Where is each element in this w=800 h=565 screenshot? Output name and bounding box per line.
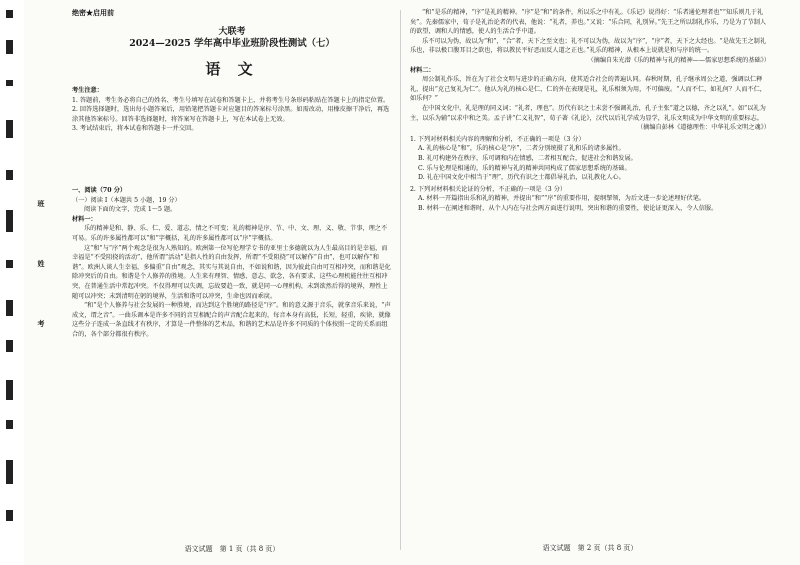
paragraph: “和”是个人修养与社会发展的一种胜境，而达到这个胜境的路径是“序”。和的意义源于音乐，就拿音乐来说，“声成文，谓之音”。一曲乐调本是许多不同的音互相配合的声音配合起来的，每音本身有高低，长短，轻重，疾徐，就像这些分子连成一条直线才有秩序，才算是一件整体的艺术品，和谐的艺术品是许多不同质的个体按照一定的关系而组合的，各个部分都很有秩序。: [72, 302, 391, 338]
section-heading: 一、阅读（70 分）: [72, 187, 127, 194]
material-heading: 材料二：: [410, 66, 435, 74]
question: 1. 下列对材料相关内容的理解和分析，不正确的一项是（3 分）: [410, 135, 585, 143]
page-divider: [400, 10, 401, 550]
subject-title: 语 文: [205, 60, 259, 78]
strip-mark: [6, 210, 13, 232]
exam-title-line2: 2024—2025 学年高中毕业班阶段性测试（七）: [129, 38, 335, 49]
exam-title: [72, 26, 392, 50]
stamp-label: 班: [37, 200, 46, 207]
strip-mark: [6, 260, 13, 268]
notice-item: 3. 考试结束后，将本试卷和答题卡一并交回。: [72, 125, 198, 133]
strip-mark: [6, 10, 13, 18]
strip-mark: [6, 120, 13, 138]
reading-section: [72, 186, 392, 340]
strip-mark: [6, 300, 13, 316]
page-two: [410, 8, 770, 558]
strip-mark: [6, 40, 13, 54]
page-one: [72, 8, 392, 558]
paragraph: 这“和”与“序”两个观念是很为人熟知的。欧洲第一位写伦理学专书的亚里士多德就以为人生最高目的是幸福，而幸福是“不受阻挠的活动”，他所谓“活动”是指人性的自由发挥，所谓“不受阻挠”可以解作“自由”，也可以解作“和谐”。欧洲人谈人生幸福，多偏重“自由”观念，其实与其说自由，不如说和谐，因为彼此自由可互相冲突，而和谐是化除冲突后的自由。和谐是个人修养的胜境。人生来有理智、情感、意志、欲念，各有要求，这些心理机能往往互相冲突，在普通生活中常起冲突。不仅得理可以失调，忘故要趋一致，就是同一心理机构，未到欲然后得的境界，理性上随可以冲突；未到清明在躬的境界，生活和谐可以冲突，生命也因而乖戾。: [72, 244, 391, 300]
stamp-label: 姓: [37, 260, 46, 267]
strip-mark: [6, 510, 13, 521]
confidential-badge: 绝密★启用前: [72, 8, 114, 17]
strip-mark: [6, 460, 13, 484]
source-citation: （摘编自彭林《道德理性：中华礼乐文明之魂》）: [636, 124, 770, 132]
question-option: A. 礼的核心是“和”，乐的核心是“序”，二者分别统摄了礼和乐的诸多属性。: [418, 145, 625, 153]
question-option: D. 礼在中国文化中相当于“理”，历代有识之士都倡导礼治，以礼教化人心。: [418, 174, 625, 182]
material-heading: 材料一：: [72, 215, 97, 223]
paragraph: 在中国文化中，礼是理的同义词；“礼者，理也”。历代有识之士未尝不强调礼治，孔子主张“道之以德，齐之以礼”。如“以礼为主，以乐为辅”以求中和之美。孟子讲“仁义礼智”，荀子著《礼论》，汉代以后礼学成为显学，礼乐文明成为中华文明的重要标志。: [410, 104, 766, 122]
sub-heading: （一）阅读 I（本题共 5 小题，19 分）: [72, 196, 181, 204]
sub-note: 阅读下面的文字，完成 1～5 题。: [84, 206, 177, 214]
strip-mark: [6, 420, 13, 429]
strip-mark: [6, 80, 13, 86]
notice-item: 2. 回答选择题时，选出每小题答案后，用铅笔把答题卡对应题目的答案标号涂黑。如需改动，用橡皮擦干净后，再选涂其他答案标号。回答非选择题时，将答案写在答题卡上，写在本试卷上无效。: [72, 106, 390, 123]
page-footer: 语文试题 第 2 页（共 8 页）: [542, 544, 638, 553]
paragraph: 乐的精神是和、静、乐、仁、爱、道志，情之不可变；礼的精神是序、节、中、文、理、义、敬、节事，理之不可易。乐的许多属性都可以“和”字概括，礼的许多属性都可以“序”字概括。: [72, 225, 388, 242]
paragraph: 乐不可以为伪，故以为“和”，“合”者，天下之至文也；礼不可以为伪，故以为“序”，“序”者，天下之大经也。“是故先王之制礼乐也，非以极口腹耳目之欲也，将以教民平好恶而反人道之正也。”礼乐的精神，从根本上说就是和与序的统一。: [410, 37, 767, 55]
strip-mark: [6, 170, 13, 180]
exam-title-line1: 大联考: [218, 27, 246, 37]
page-footer: 语文试题 第 1 页（共 8 页）: [184, 545, 280, 553]
stamp-label: 考: [37, 320, 46, 327]
notice-heading: 考生注意：: [72, 87, 103, 94]
question-option: A. 材料一开篇指出乐和礼的精神，并提出“和”“序”的重要作用，提纲挈领，为后文进一步论述埋好伏笔。: [418, 195, 706, 203]
strip-mark: [6, 380, 13, 400]
question: 2. 下列对材料相关论证的分析，不正确的一项是（3 分）: [410, 185, 567, 193]
notice-item: 1. 答题前，考生务必将自己的姓名、考生号填写在试卷和答题卡上，并将考生号条形码粘贴在答题卡上的指定位置。: [72, 96, 390, 104]
strip-mark: [6, 340, 13, 352]
notice-block: [72, 86, 392, 134]
binding-strip: [0, 0, 24, 565]
paragraph: “和”是乐的精神，“序”是礼的精神。“序”是“和”的条件，所以乐之中有礼。《乐记》说得好：“乐者通伦理者也”“知乐则几于礼矣”。先秦儒家中，荀子是礼治论者的代表，他说：“礼者，养也。”又说：“乐合同，礼别异。”先王之所以制礼作乐，乃是为了节制人的欲望，调和人的情感，使人的生活合乎中道。: [410, 9, 767, 36]
question-option: C. 乐与伦理是相通的，乐的精神与礼的精神共同构成了儒家思想系统的基础。: [418, 164, 631, 172]
question-option: B. 材料一在阐述和谐时，从个人内在与社会两方面进行说明，突出和谐的重要性，使论证更深入，令人信服。: [418, 204, 718, 212]
paragraph: 周公制礼作乐，旨在为了社会文明与进步的正确方向，使其适合社会的普遍认同。春秋时期，孔子继承周公之道，强调以仁释礼，提出“克己复礼为仁”。他认为礼的核心是仁，仁的外在表现是礼，礼乐相须为用，不可偏废。“人而不仁，如礼何？人而不仁，如乐何？”: [410, 76, 766, 103]
source-citation: （摘编自朱光潜《乐的精神与礼的精神——儒家思想系统的基础》）: [587, 56, 770, 64]
question-option: B. 礼可构建外在秩序，乐可调和内在情感，二者相互配合，促进社会和谐发展。: [418, 154, 637, 162]
